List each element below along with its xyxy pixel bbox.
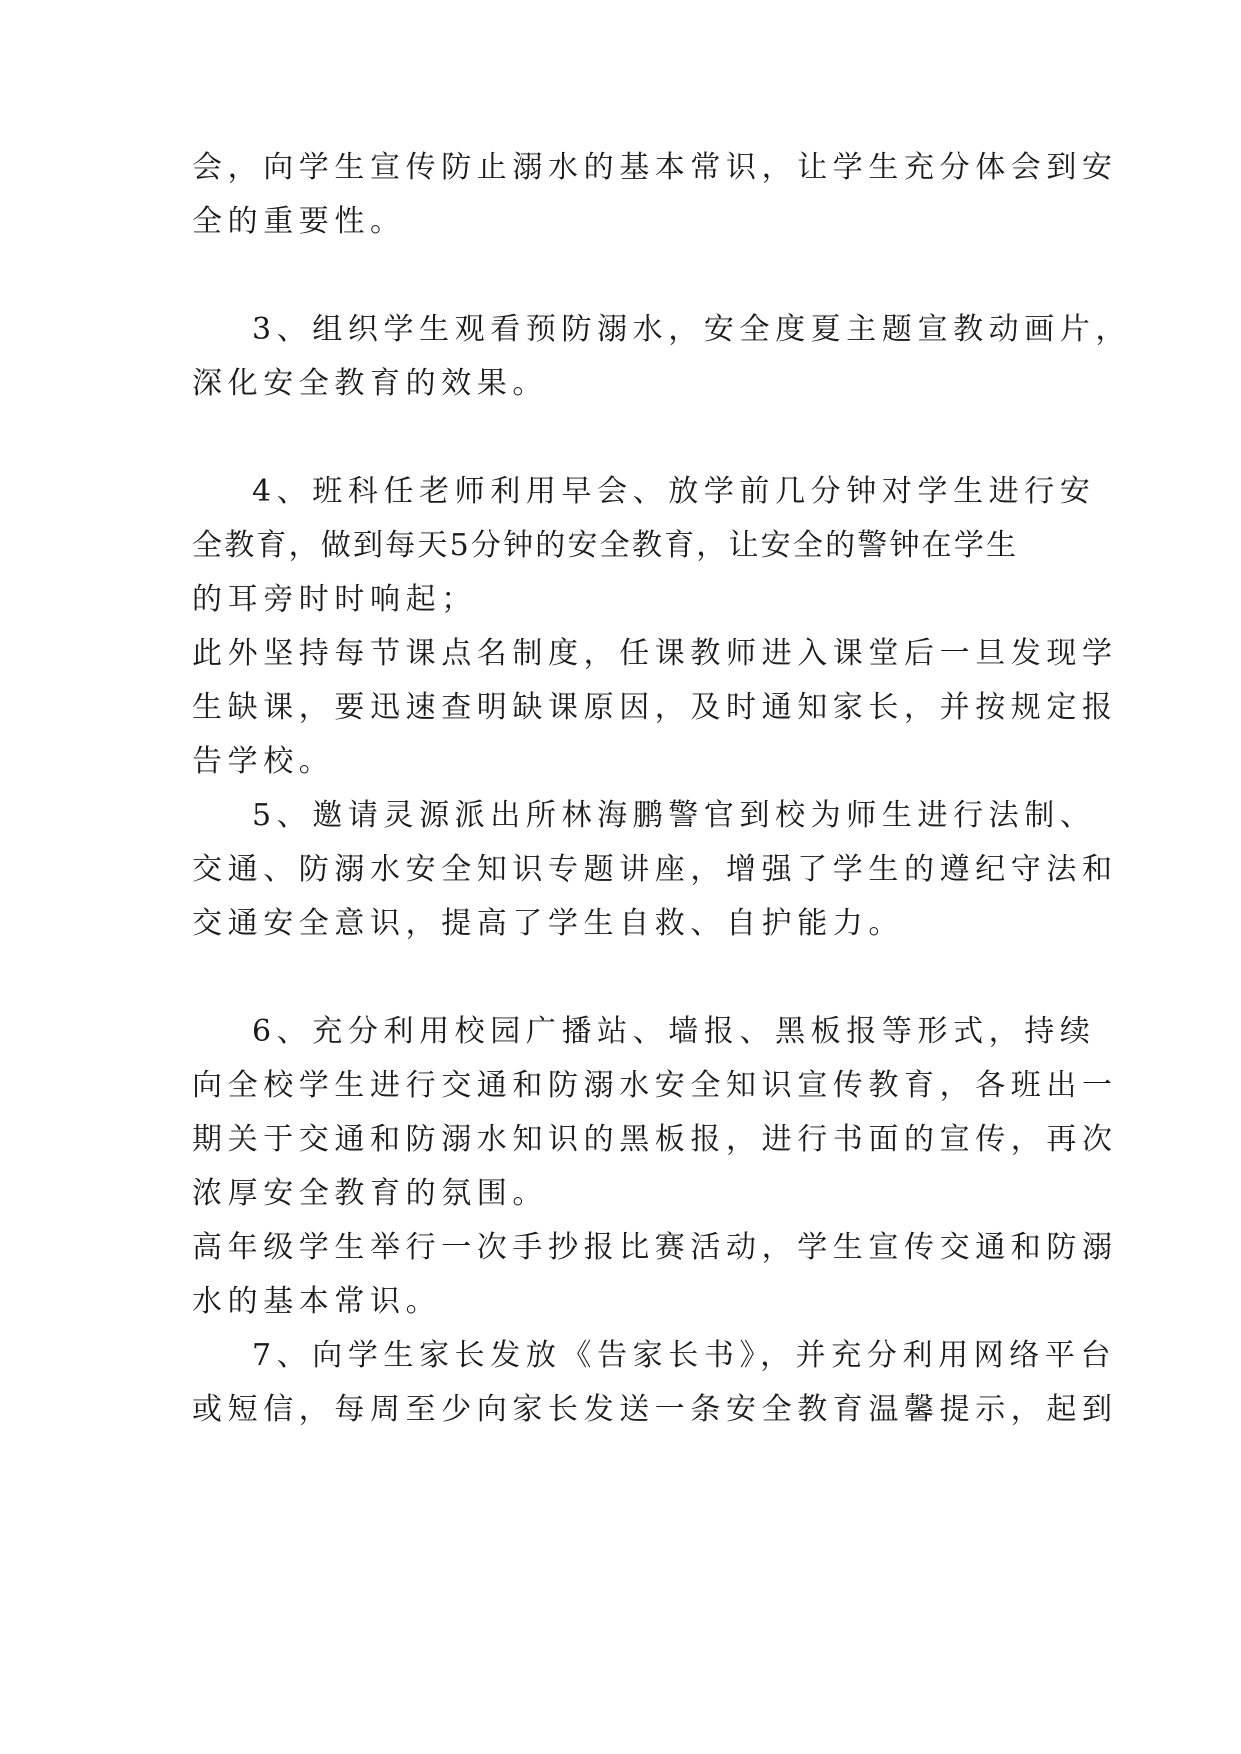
text-line: 4、班科任老师利用早会、放学前几分钟对学生进行安 bbox=[252, 474, 1096, 509]
text-line: 或短信，每周至少向家长发送一条安全教育温馨提示，起到 bbox=[192, 1392, 1118, 1427]
text-line: 的耳旁时时响起； bbox=[192, 582, 477, 617]
text-line: 6、充分利用校园广播站、墙报、黑板报等形式，持续 bbox=[252, 1014, 1096, 1049]
text-line: 交通安全意识，提高了学生自救、自护能力。 bbox=[192, 906, 904, 941]
text-line: 交通、防溺水安全知识专题讲座，增强了学生的遵纪守法和 bbox=[192, 852, 1118, 887]
text-line: 向全校学生进行交通和防溺水安全知识宣传教育，各班出一 bbox=[192, 1068, 1118, 1103]
text-line: 深化安全教育的效果。 bbox=[192, 366, 548, 401]
text-line: 全教育，做到每天5分钟的安全教育，让安全的警钟在学生 bbox=[192, 528, 1019, 563]
text-line: 高年级学生举行一次手抄报比赛活动，学生宣传交通和防溺 bbox=[192, 1230, 1118, 1265]
text-line: 7、向学生家长发放《告家长书》，并充分利用网络平台 bbox=[252, 1338, 1117, 1373]
text-line: 5、邀请灵源派出所林海鹏警官到校为师生进行法制、 bbox=[252, 798, 1096, 833]
text-line: 生缺课，要迅速查明缺课原因，及时通知家长，并按规定报 bbox=[192, 690, 1118, 725]
text-line: 会，向学生宣传防止溺水的基本常识，让学生充分体会到安 bbox=[192, 150, 1118, 185]
text-line: 水的基本常识。 bbox=[192, 1284, 442, 1319]
text-line: 此外坚持每节课点名制度，任课教师进入课堂后一旦发现学 bbox=[192, 636, 1118, 671]
text-line: 告学校。 bbox=[192, 744, 335, 779]
text-line: 浓厚安全教育的氛围。 bbox=[192, 1176, 548, 1211]
text-line: 3、组织学生观看预防溺水，安全度夏主题宣教动画片， bbox=[252, 312, 1132, 347]
text-line: 全的重要性。 bbox=[192, 204, 406, 239]
text-line: 期关于交通和防溺水知识的黑板报，进行书面的宣传，再次 bbox=[192, 1122, 1118, 1157]
